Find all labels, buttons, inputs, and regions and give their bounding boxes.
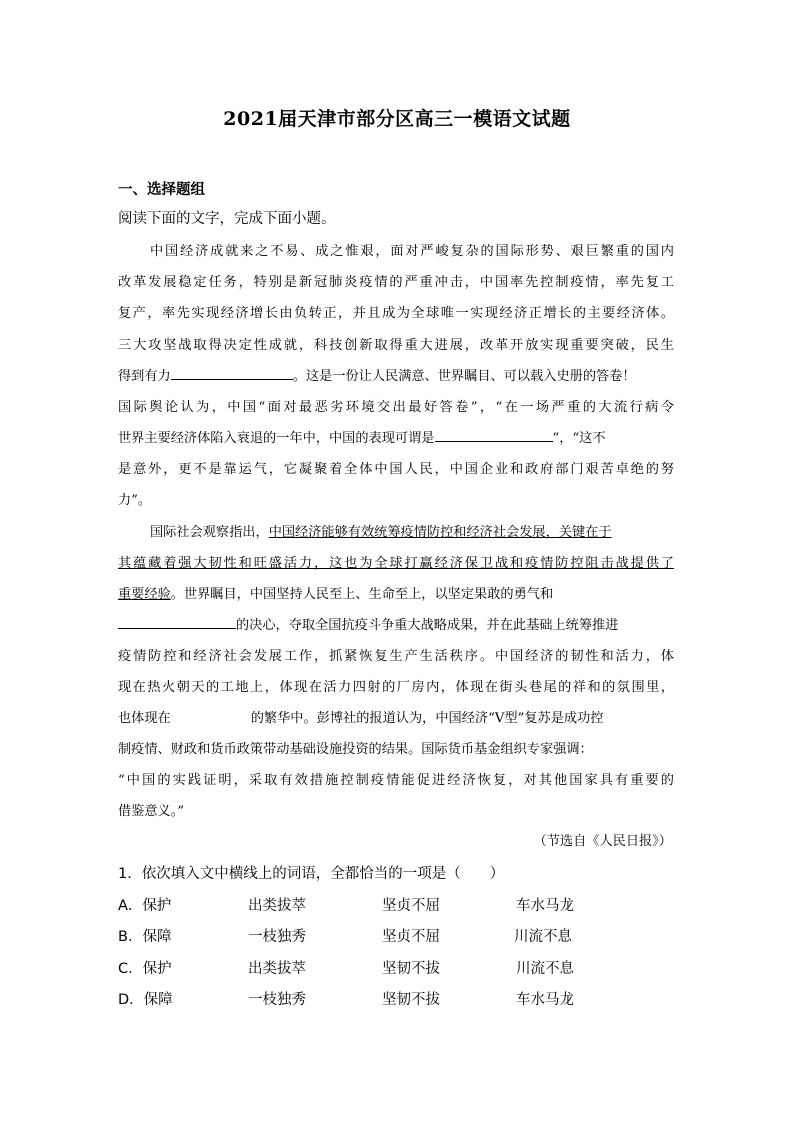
text-span: 国际舆论认为，中国“面对最恶劣环境交出最好答卷”，“在一场严重的大流行病令 [118,400,674,415]
option-choice: 川流不息 [514,929,572,945]
text-span: ”，“这不 [552,431,606,446]
paragraph-1-line [118,302,674,321]
text-span: 世界主要经济体陷入衰退的一年中，中国的表现可谓是 [118,431,435,446]
option-choice: 坚贞不屈 [382,898,440,914]
paragraph-1-line [118,396,674,415]
option-choice: 车水马龙 [516,992,574,1008]
paragraph-1-line [118,334,674,353]
option-label: A．保护 [118,898,172,914]
paragraph-2-line [118,769,674,788]
instruction-text: 阅读下面的文字，完成下面小题。 [118,211,336,227]
text-span: 复产，率先实现经济增长由负转正，并且成为全球唯一实现经济正增长的主要经济体。 [118,306,674,321]
option-choice: 出类拔萃 [248,961,306,977]
underlined-sentence: 重要经验 [118,587,171,602]
text-span: 中国经济成就来之不易、成之惟艰，面对严峻复杂的国际形势、艰巨繁重的国内 [150,244,674,259]
text-span: 的繁华中。彭博社的报道认为，中国经济“V型”复苏是成功控 [250,711,604,726]
fill-blank [171,367,293,380]
paragraph-1-line [118,458,674,477]
paragraph-1-line [118,271,674,290]
source-citation: （节选自《人民日报》） [533,834,672,849]
paragraph-2-line [118,800,674,819]
underlined-sentence: 其蕴藏着强大韧性和旺盛活力，这也为全球打赢经济保卫战和疫情防控阻击战提供了 [118,556,674,571]
fill-blank [118,616,236,629]
text-span: 疫情防控和经济社会发展工作，抓紧恢复生产生活秩序。中国经济的韧性和活力，体 [118,649,674,664]
document-title: 2021届天津市部分区高三一模语文试题 [223,108,571,130]
option-choice: 一枝独秀 [248,929,306,945]
option-choice: 坚贞不屈 [382,929,440,945]
option-label: B．保障 [118,929,172,945]
text-span: 力”。 [118,493,152,508]
underlined-sentence: 中国经济能够有效统筹疫情防控和经济社会发展，关键在于 [268,525,612,540]
paragraph-2-line [118,645,674,664]
option-choice: 出类拔萃 [248,898,306,914]
text-span: “中国的实践证明，采取有效措施控制疫情能促进经济恢复，对其他国家具有重要的 [118,773,674,788]
text-span: 国际社会观察指出， [150,525,269,540]
text-span: 借鉴意义。” [118,804,185,819]
text-span: 的决心，夺取全国抗疫斗争重大战略成果，并在此基础上统筹推进 [236,618,619,633]
text-span: 。这是一份让人民满意、世界瞩目、可以载入史册的答卷！ [292,369,636,384]
paragraph-1-line [118,365,674,384]
option-choice: 坚韧不拔 [382,992,440,1008]
text-span: 是意外，更不是靠运气，它凝聚着全体中国人民，中国企业和政府部门艰苦卓绝的努 [118,462,674,477]
text-span: 得到有力 [118,369,171,384]
text-span: 也体现在 [118,711,171,726]
text-span: 现在热火朝天的工地上，体现在活力四射的厂房内，体现在街头巷尾的祥和的氛围里， [118,680,674,695]
paragraph-2-line [118,614,674,633]
text-span: 制疫情、财政和货币政策带动基础设施投资的结果。国际货币基金组织专家强调： [118,742,593,757]
paragraph-1-line [118,427,674,446]
paragraph-2-line [118,676,674,695]
option-label: C．保护 [118,961,172,977]
paragraph-1-line [150,240,674,259]
option-label: D．保障 [118,992,173,1008]
paragraph-2-line [150,521,674,540]
paragraph-2-line [118,583,674,602]
text-span: 三大攻坚战取得决定性成就，科技创新取得重大进展，改革开放实现重要突破，民生 [118,338,674,353]
text-span: 。世界瞩目，中国坚持人民至上、生命至上，以坚定果敢的勇气和 [170,587,554,602]
option-choice: 一枝独秀 [248,992,306,1008]
text-span: 改革发展稳定任务，特别是新冠肺炎疫情的严重冲击，中国率先控制疫情，率先复工 [118,275,674,290]
option-choice: 坚韧不拔 [382,961,440,977]
paragraph-2-line [118,738,674,757]
section-heading: 一、选择题组 [118,182,205,198]
paragraph-1-line [118,489,674,508]
paragraph-2-line [118,552,674,571]
fill-blank [435,429,553,442]
option-choice: 川流不息 [516,961,574,977]
question-stem: 1．依次填入文中横线上的词语，全都恰当的一项是（ ） [118,866,505,882]
paragraph-2-line [118,707,674,726]
option-choice: 车水马龙 [516,898,574,914]
